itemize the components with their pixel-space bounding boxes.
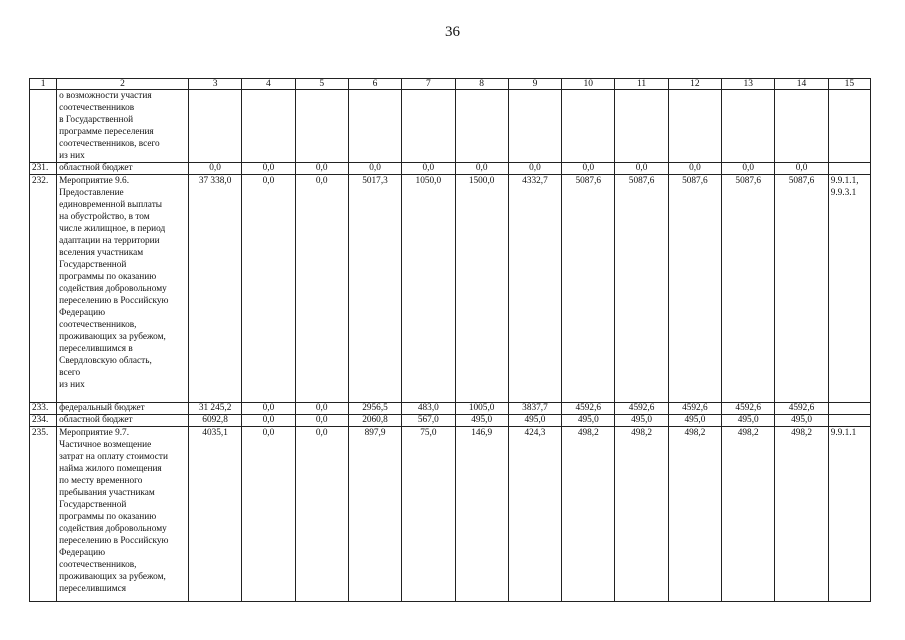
value-cell: 1005,0 (455, 403, 508, 415)
row-name-cell: федеральный бюджет (57, 403, 189, 415)
column-header: 9 (508, 79, 561, 90)
value-cell: 0,0 (242, 175, 295, 403)
value-cell: 1500,0 (455, 175, 508, 403)
column-header: 15 (828, 79, 870, 90)
value-cell: 0,0 (242, 415, 295, 427)
value-cell: 897,9 (348, 427, 401, 602)
empty-cell (508, 90, 561, 163)
empty-cell (348, 90, 401, 163)
value-cell: 31 245,2 (188, 403, 241, 415)
value-cell: 5087,6 (722, 175, 775, 403)
value-cell: 5087,6 (775, 175, 828, 403)
value-cell: 0,0 (295, 415, 348, 427)
value-cell: 495,0 (455, 415, 508, 427)
value-cell: 0,0 (188, 163, 241, 175)
value-cell: 0,0 (775, 163, 828, 175)
column-header: 11 (615, 79, 668, 90)
table-row (30, 403, 871, 415)
empty-cell (668, 90, 721, 163)
value-cell: 0,0 (348, 163, 401, 175)
value-cell: 5087,6 (668, 175, 721, 403)
row-name-cell: Мероприятие 9.7. Частичное возмещение затрат на оплату стоимости найма жилого помещения по месту временного пребывания участникам Государственной программы по оказанию содействия добровольному переселению в Российскую Федерацию соотечественников, проживающих за рубежом, переселившимся (57, 427, 189, 602)
value-cell: 495,0 (562, 415, 615, 427)
value-cell: 3837,7 (508, 403, 561, 415)
value-cell: 567,0 (402, 415, 455, 427)
column-header: 7 (402, 79, 455, 90)
value-cell: 4592,6 (562, 403, 615, 415)
value-cell: 498,2 (668, 427, 721, 602)
value-cell: 5017,3 (348, 175, 401, 403)
column-header: 14 (775, 79, 828, 90)
empty-cell (775, 90, 828, 163)
value-cell: 4592,6 (722, 403, 775, 415)
budget-table (29, 78, 871, 602)
row-number-cell: 234. (30, 415, 57, 427)
table-row (30, 163, 871, 175)
value-cell: 0,0 (668, 163, 721, 175)
value-cell: 0,0 (295, 163, 348, 175)
continuation-row (30, 90, 871, 163)
row-number-cell: 233. (30, 403, 57, 415)
value-cell: 6092,8 (188, 415, 241, 427)
value-cell: 0,0 (402, 163, 455, 175)
empty-cell (722, 90, 775, 163)
value-cell: 0,0 (615, 163, 668, 175)
value-cell: 498,2 (775, 427, 828, 602)
column-header: 4 (242, 79, 295, 90)
column-header: 10 (562, 79, 615, 90)
value-cell: 0,0 (562, 163, 615, 175)
value-cell: 483,0 (402, 403, 455, 415)
value-cell: 1050,0 (402, 175, 455, 403)
row-name-cell: о возможности участия соотечественников в Государственной программе переселения соотечественников, всего из них (57, 90, 189, 163)
column-header: 6 (348, 79, 401, 90)
value-cell: 0,0 (295, 175, 348, 403)
header-row (30, 79, 871, 90)
column-header: 3 (188, 79, 241, 90)
row-number-cell: 235. (30, 427, 57, 602)
empty-cell (188, 90, 241, 163)
row-name-cell: Мероприятие 9.6. Предоставление единовременной выплаты на обустройство, в том числе жилищное, в период адаптации на территории вселения участникам Государственной программы по оказанию содействия добровольному переселению в Российскую Федерацию соотечественников, проживающих за рубежом, переселившимся в Свердловскую область, всего из них (57, 175, 189, 403)
table-row (30, 415, 871, 427)
table-row (30, 427, 871, 602)
value-cell: 75,0 (402, 427, 455, 602)
value-cell: 498,2 (615, 427, 668, 602)
value-cell: 37 338,0 (188, 175, 241, 403)
column-header: 2 (57, 79, 189, 90)
value-cell: 0,0 (295, 403, 348, 415)
value-cell: 495,0 (508, 415, 561, 427)
value-cell: 5087,6 (615, 175, 668, 403)
value-cell: 0,0 (455, 163, 508, 175)
value-cell: 0,0 (242, 163, 295, 175)
value-cell: 4592,6 (615, 403, 668, 415)
value-cell: 0,0 (508, 163, 561, 175)
page-number: 36 (445, 24, 460, 40)
value-cell: 4035,1 (188, 427, 241, 602)
value-cell: 495,0 (615, 415, 668, 427)
value-cell: 4592,6 (668, 403, 721, 415)
empty-cell (615, 90, 668, 163)
table-row (30, 175, 871, 403)
value-cell: 5087,6 (562, 175, 615, 403)
row-name-cell: областной бюджет (57, 163, 189, 175)
column-header: 12 (668, 79, 721, 90)
target-reference-cell (828, 415, 870, 427)
empty-cell (455, 90, 508, 163)
target-reference-cell: 9.9.1.1, 9.9.3.1 (828, 175, 870, 403)
target-reference-cell: 9.9.1.1 (828, 427, 870, 602)
empty-cell (295, 90, 348, 163)
value-cell: 2956,5 (348, 403, 401, 415)
empty-cell (562, 90, 615, 163)
target-reference-cell (828, 403, 870, 415)
column-header: 1 (30, 79, 57, 90)
row-number-cell: 231. (30, 163, 57, 175)
value-cell: 4592,6 (775, 403, 828, 415)
column-header: 13 (722, 79, 775, 90)
row-number-cell: 232. (30, 175, 57, 403)
empty-cell (402, 90, 455, 163)
value-cell: 0,0 (722, 163, 775, 175)
value-cell: 495,0 (775, 415, 828, 427)
value-cell: 424,3 (508, 427, 561, 602)
column-header: 8 (455, 79, 508, 90)
value-cell: 146,9 (455, 427, 508, 602)
value-cell: 495,0 (722, 415, 775, 427)
value-cell: 0,0 (295, 427, 348, 602)
empty-cell (828, 90, 870, 163)
value-cell: 4332,7 (508, 175, 561, 403)
value-cell: 495,0 (668, 415, 721, 427)
row-name-cell: областной бюджет (57, 415, 189, 427)
value-cell: 0,0 (242, 403, 295, 415)
row-number-cell (30, 90, 57, 163)
empty-cell (242, 90, 295, 163)
value-cell: 0,0 (242, 427, 295, 602)
value-cell: 498,2 (562, 427, 615, 602)
value-cell: 2060,8 (348, 415, 401, 427)
value-cell: 498,2 (722, 427, 775, 602)
column-header: 5 (295, 79, 348, 90)
target-reference-cell (828, 163, 870, 175)
